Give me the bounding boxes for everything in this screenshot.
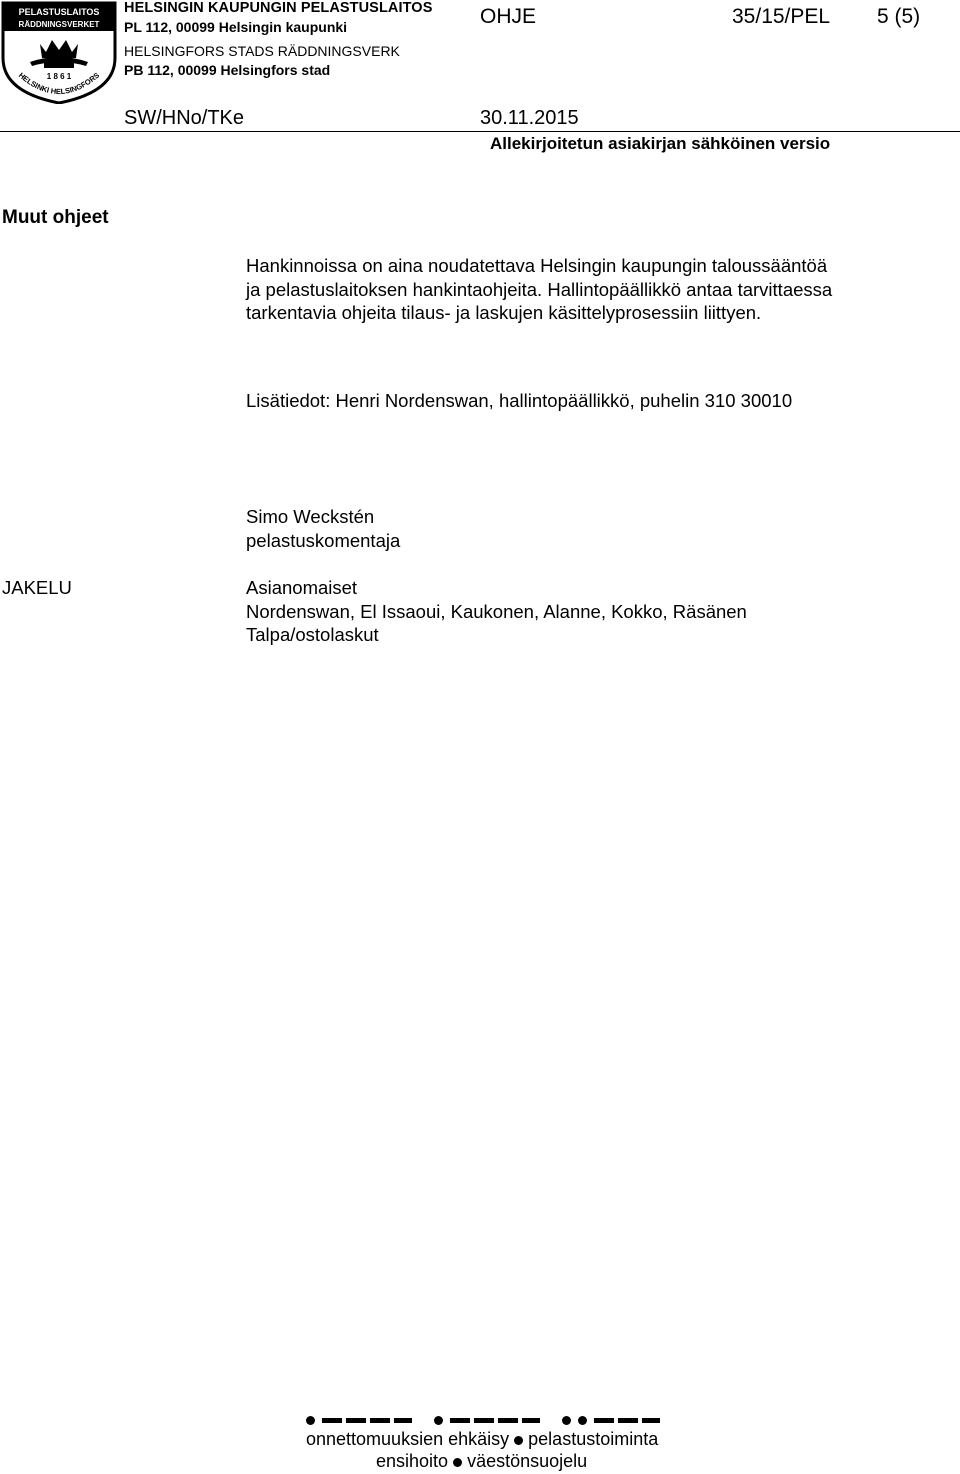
bullet-icon bbox=[514, 1436, 523, 1445]
instruction-paragraph bbox=[246, 254, 832, 325]
footer-dash bbox=[346, 1418, 366, 1423]
signed-version-note: Allekirjoitetun asiakirjan sähköinen versio bbox=[490, 134, 831, 153]
footer-slogan-line2 bbox=[376, 1451, 587, 1472]
distribution-list bbox=[246, 576, 747, 647]
distribution-item: Talpa/ostolaskut bbox=[246, 624, 379, 645]
footer-dash bbox=[522, 1418, 540, 1423]
signatory-title: pelastuskomentaja bbox=[246, 530, 401, 551]
contact-info: Lisätiedot: Henri Nordenswan, hallintopäällikkö, puhelin 310 30010 bbox=[246, 390, 793, 411]
footer-dash-graphic bbox=[0, 1410, 960, 1430]
section-heading: Muut ohjeet bbox=[2, 207, 109, 228]
distribution-label: JAKELU bbox=[2, 577, 72, 598]
paragraph-line: tarkentavia ohjeita tilaus- ja laskujen käsittelyprosessiin liittyen. bbox=[246, 302, 762, 323]
logo-arc-text: HELSINKI HELSINGFORS bbox=[16, 70, 102, 97]
organization-logo bbox=[0, 0, 118, 104]
footer-dash bbox=[370, 1418, 390, 1423]
footer-dash bbox=[474, 1418, 494, 1423]
footer-dot bbox=[434, 1416, 443, 1425]
bullet-icon bbox=[453, 1458, 462, 1467]
footer-dash bbox=[498, 1418, 518, 1423]
footer-dot bbox=[578, 1416, 587, 1425]
signatory-name: Simo Weckstén bbox=[246, 506, 375, 527]
footer-item: onnettomuuksien ehkäisy bbox=[306, 1429, 510, 1449]
logo-year: 1 8 6 1 bbox=[46, 72, 72, 81]
footer-dash bbox=[594, 1418, 614, 1423]
page-number: 5 (5) bbox=[877, 5, 921, 28]
org-address-swedish: PB 112, 00099 Helsingfors stad bbox=[124, 62, 331, 78]
footer-dash bbox=[394, 1418, 412, 1423]
logo-text-line2: RÄDDNINGSVERKET bbox=[18, 20, 100, 29]
org-name-swedish: HELSINGFORS STADS RÄDDNINGSVERK bbox=[124, 43, 400, 59]
footer-dash bbox=[618, 1418, 638, 1423]
footer-item: väestönsuojelu bbox=[467, 1451, 588, 1471]
footer-slogan-line1 bbox=[306, 1429, 658, 1450]
logo-text-line1: PELASTUSLAITOS bbox=[18, 7, 100, 17]
author-initials: SW/HNo/TKe bbox=[124, 107, 245, 129]
header-divider bbox=[0, 131, 960, 132]
distribution-item: Nordenswan, El Issaoui, Kaukonen, Alanne, Kokko, Räsänen bbox=[246, 600, 747, 622]
footer-dot bbox=[306, 1416, 315, 1425]
org-address-finnish: PL 112, 00099 Helsingin kaupunki bbox=[124, 19, 348, 35]
footer-item: ensihoito bbox=[376, 1451, 449, 1471]
footer-dash bbox=[450, 1418, 470, 1423]
footer-dot bbox=[562, 1416, 571, 1425]
footer-dash bbox=[322, 1418, 342, 1423]
footer-item: pelastustoiminta bbox=[528, 1429, 659, 1449]
document-date: 30.11.2015 bbox=[480, 107, 579, 129]
distribution-item: Asianomaiset bbox=[246, 577, 358, 598]
document-number: 35/15/PEL bbox=[732, 5, 831, 28]
document-type: OHJE bbox=[480, 5, 537, 28]
org-name-finnish: HELSINGIN KAUPUNGIN PELASTUSLAITOS bbox=[124, 0, 433, 16]
paragraph-line: Hankinnoissa on aina noudatettava Helsingin kaupungin taloussääntöä bbox=[246, 255, 828, 276]
footer-dash bbox=[642, 1418, 660, 1423]
paragraph-line: ja pelastuslaitoksen hankintaohjeita. Hallintopäällikkö antaa tarvittaessa bbox=[246, 278, 833, 300]
